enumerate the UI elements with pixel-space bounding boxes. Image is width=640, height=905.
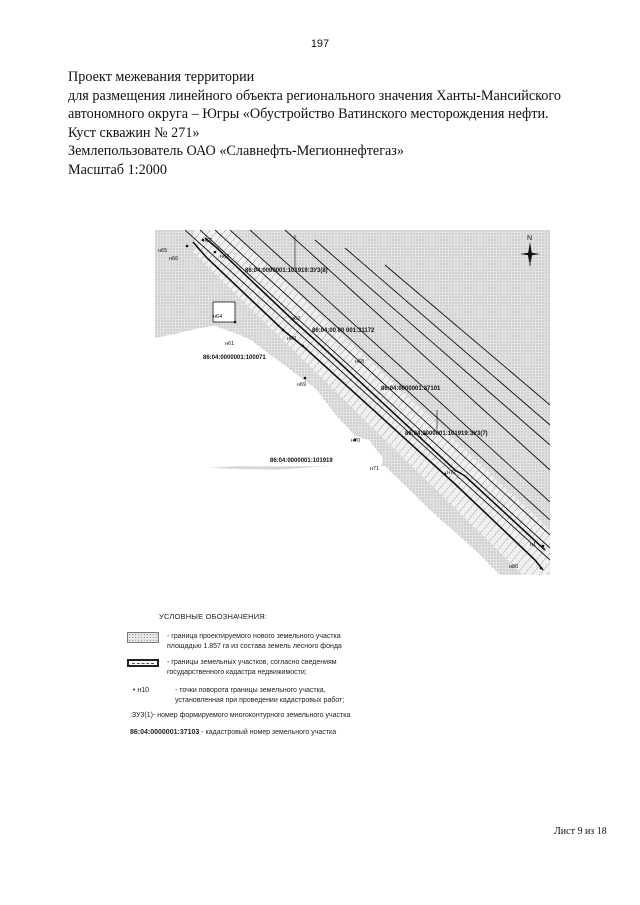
legend-item4-code: :ЗУ3(1) — [130, 712, 153, 719]
title-line-5: Землепользователь ОАО «Славнефть-Мегионнефтегаз» — [68, 143, 405, 159]
title-line-3: автономного округа – Югры «Обустройство Ватинского месторождения нефти. — [68, 106, 549, 122]
point-label-n1: н1 — [530, 542, 537, 548]
title-line-1: Проект межевания территории — [68, 69, 255, 85]
north-arrow-icon — [512, 232, 548, 272]
legend-item-cadastral-number — [125, 728, 425, 740]
legend-item3-line1: - точки поворота границы земельного участка, — [175, 687, 326, 694]
cadastral-label-101919: 86:04:0000001:101919 — [270, 458, 333, 464]
cadastral-label-37101: 86:04:0000001:37101 — [381, 386, 441, 392]
sheet-number: Лист 9 из 18 — [554, 826, 607, 837]
cadastral-label-31172: 86:04:00 00 001:31172 — [312, 328, 375, 334]
legend-item3-line2: установленная при проведении кадастровых работ; — [175, 697, 345, 704]
point-label-n69: н69 — [297, 382, 307, 388]
legend-item-project-boundary — [125, 632, 425, 656]
page-number: 197 — [310, 38, 330, 50]
point-label-n61: н61 — [225, 341, 235, 347]
point-label-n66: н66 — [169, 256, 179, 262]
point-label-n60: н60 — [287, 336, 297, 342]
legend-item4-text: - номер формируемого многоконтурного земельного участка — [153, 712, 351, 719]
point-label-n62: н62 — [291, 316, 301, 322]
point-label-n68: н68 — [355, 359, 365, 365]
map-drawing — [155, 230, 550, 575]
legend-item2-line1: - границы земельных участков, согласно сведениям — [167, 659, 337, 666]
stipple-swatch-icon — [127, 632, 159, 643]
title-line-2: для размещения линейного объекта регионального значения Ханты-Мансийского — [68, 87, 561, 104]
title-line-6: Масштаб 1:2000 — [68, 161, 167, 178]
point-label-n80: н80 — [509, 564, 519, 570]
legend-title: УСЛОВНЫЕ ОБОЗНАЧЕНИЯ: — [159, 612, 268, 621]
legend-item2-line2: государственного кадастра недвижимости; — [167, 669, 307, 676]
legend-item5-code: 86:04:0000001:37103 — [130, 729, 200, 736]
legend-item1-line2: площадью 1.857 га из состава земель лесного фонда — [167, 643, 342, 650]
point-label-n70: н70 — [351, 438, 361, 444]
point-label-n72: н72 — [447, 470, 457, 476]
point-label-n63: н63 — [220, 254, 230, 260]
legend-item5-text: - кадастровый номер земельного участка — [201, 729, 337, 736]
legend-item-turn-points — [125, 686, 425, 708]
point-label-n64: н64 — [213, 314, 223, 320]
cadastral-label-100071: 86:04:0000001:100071 — [203, 355, 266, 361]
cadastral-map — [155, 230, 550, 575]
dashed-swatch-icon — [127, 659, 159, 667]
north-label: N — [527, 235, 533, 242]
document-title — [68, 68, 608, 179]
cadastral-label-zu3-7: 86:04:0000001:101919:ЗУ3(7) — [405, 431, 488, 437]
legend-item3-symbol: • н10 — [133, 687, 150, 694]
legend-item1-line1: - граница проектируемого нового земельного участка — [167, 633, 341, 640]
legend-item-multicontour — [125, 711, 425, 723]
point-label-n71: н71 — [370, 466, 380, 472]
cadastral-label-zu3-8: 86:04:0000001:101919:ЗУ3(8) — [245, 268, 328, 274]
title-line-4: Куст скважин № 271» — [68, 124, 200, 141]
legend-item-cadastral-boundary — [125, 658, 425, 682]
point-label-n65: н65 — [158, 248, 168, 254]
point-label-n67: н67 — [203, 238, 213, 244]
